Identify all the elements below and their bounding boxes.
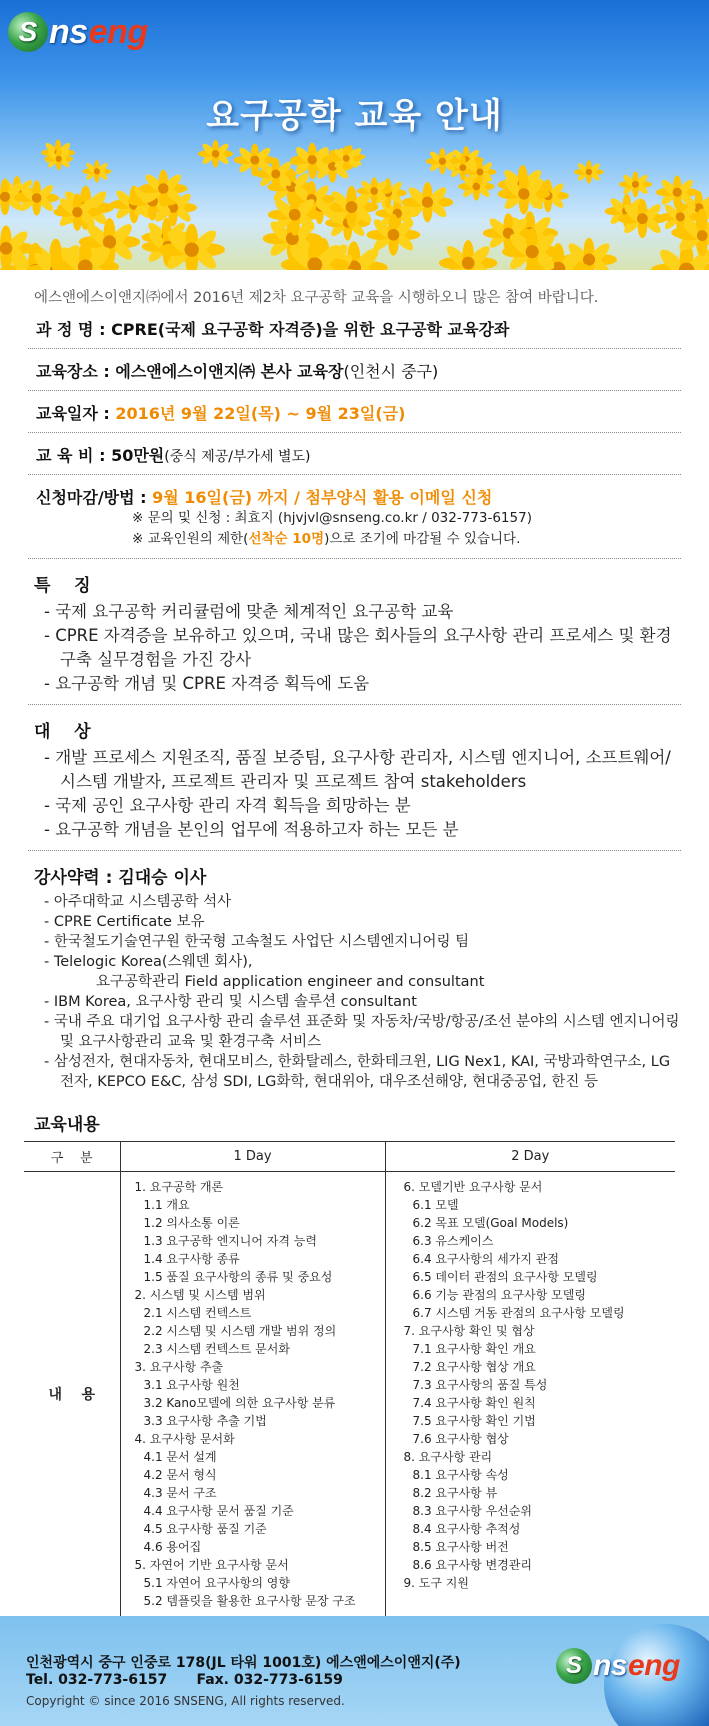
curriculum-subtopic: 6.7 시스템 거동 관점의 요구사항 모델링 [412, 1306, 625, 1320]
curriculum-subtopic: 1.5 품질 요구사항의 종류 및 중요성 [143, 1270, 333, 1284]
instructor-name: 김대승 이사 [118, 868, 207, 888]
curriculum-subtopic: 7.5 요구사항 확인 기법 [412, 1414, 536, 1428]
audience-title: 대 상 [34, 722, 91, 742]
day2-content [385, 1172, 675, 1617]
place-label: 교육장소 : [36, 362, 116, 381]
flower-shape [574, 160, 604, 183]
curriculum-subtopic: 7.4 요구사항 확인 원칙 [412, 1396, 536, 1410]
audience-item: - 개발 프로세스 지원조직, 품질 보증팀, 요구사항 관리자, 시스템 엔지니어, 소프트웨어/시스템 개발자, 프로젝트 관리자 및 프로젝트 참여 stakeholders [44, 748, 671, 791]
instructor-title: 강사약력 : [34, 868, 119, 888]
capacity-note-post: )으로 조기에 마감될 수 있습니다. [324, 531, 521, 547]
place-row [28, 349, 681, 391]
content-row-label: 내 용 [24, 1172, 120, 1617]
footer-copyright: Copyright © since 2016 SNSENG, All rights reserved. [26, 1694, 345, 1708]
features-item: - 국제 요구공학 커리큘럼에 맞춘 체계적인 요구공학 교육 [44, 602, 454, 621]
day2-header: 2 Day [385, 1142, 675, 1172]
curriculum-table [24, 1141, 675, 1617]
footer-logo [556, 1648, 680, 1684]
curriculum-subtopic: 1.2 의사소통 이론 [143, 1216, 240, 1230]
flower-shape [44, 148, 73, 171]
curriculum-subtopic: 4.1 문서 설계 [143, 1450, 217, 1464]
contact-note: ※ 문의 및 신청 : 최효지 (hjvjvl@snseng.co.kr / 032-773-6157) [132, 510, 532, 526]
flower-shape [426, 148, 460, 174]
hero-banner [0, 0, 709, 270]
curriculum-topic: 3. 요구사항 추출 [134, 1360, 224, 1374]
place-sub: (인천시 중구) [343, 362, 439, 381]
place-value: 에스앤에스이앤지㈜ 본사 교육장 [115, 362, 344, 381]
curriculum-subtopic: 5.2 템플릿을 활용한 요구사항 문장 구조 [143, 1594, 356, 1608]
instructor-career-item: - 삼성전자, 현대자동차, 현대모비스, 한화탈레스, 한화테크윈, LIG Nex1, KAI, 국방과학연구소, LG전자, KEPCO E&C, 삼성 SDI, LG화학, 현대위아, 대우조선해양, 현대중공업, 한진 등 [44, 1054, 671, 1090]
curriculum-subtopic: 7.3 요구사항의 품질 특성 [412, 1378, 548, 1392]
flower-shape [439, 240, 497, 270]
intro-text: 에스앤에스이앤지㈜에서 2016년 제2차 요구공학 교육을 시행하오니 많은 참여 바랍니다. [34, 290, 599, 306]
features-item: - 요구공학 개념 및 CPRE 자격증 획득에 도움 [44, 674, 370, 693]
course-name-label: 과 정 명 : [36, 320, 112, 339]
curriculum-subtopic: 4.5 요구사항 품질 기준 [143, 1522, 267, 1536]
curriculum-topic: 9. 도구 지원 [403, 1576, 469, 1590]
curriculum-subtopic: 8.2 요구사항 뷰 [412, 1486, 498, 1500]
footer [0, 1616, 709, 1726]
apply-row [28, 475, 681, 559]
brand-logo [8, 12, 148, 52]
flower-shape [139, 170, 187, 208]
logo-text-ns: ns [49, 12, 88, 51]
curriculum-subtopic: 6.5 데이터 관점의 요구사항 모델링 [412, 1270, 598, 1284]
flower-shape [53, 193, 101, 230]
curriculum-topic: 2. 시스템 및 시스템 범위 [134, 1288, 266, 1302]
footer-phone: Tel. 032-773-6157 Fax. 032-773-6159 [26, 1672, 343, 1688]
flower-shape [659, 200, 701, 233]
fee-row [28, 433, 681, 475]
flower-shape [330, 146, 362, 171]
instructor-section [28, 851, 681, 1100]
flower-shape [619, 171, 652, 197]
curriculum-topic: 1. 요구공학 개론 [134, 1180, 224, 1194]
capacity-note-pre: ※ 교육인원의 제한( [132, 531, 249, 547]
instructor-career-item: - 한국철도기술연구원 한국형 고속철도 사업단 시스템엔지니어링 팀 [44, 934, 470, 950]
curriculum-subtopic: 6.1 모델 [412, 1198, 459, 1212]
curriculum-subtopic: 5.1 자연어 요구사항의 영향 [143, 1576, 290, 1590]
date-value: 2016년 9월 22일(목) ~ 9월 23일(금) [115, 404, 406, 423]
curriculum-subtopic: 8.1 요구사항 속성 [412, 1468, 509, 1482]
flower-shape [367, 214, 421, 256]
curriculum-subtopic: 2.1 시스템 컨텍스트 [143, 1306, 252, 1320]
flower-shape [268, 194, 322, 236]
course-name-value: CPRE(국제 요구공학 자격증)을 위한 요구공학 교육강좌 [111, 320, 510, 339]
logo-text-eng: eng [628, 1649, 680, 1682]
curriculum-topic: 4. 요구사항 문서화 [134, 1432, 235, 1446]
flower-shape [290, 143, 334, 177]
curriculum-subtopic: 1.4 요구사항 종류 [143, 1252, 240, 1266]
instructor-career-subitem: 요구공학관리 Field application engineer and consultant [96, 974, 485, 990]
curriculum-subtopic: 8.5 요구사항 버전 [412, 1540, 509, 1554]
page-title: 요구공학 교육 안내 [206, 96, 503, 136]
curriculum-subtopic: 2.2 시스템 및 시스템 개발 범위 정의 [143, 1324, 337, 1338]
flower-shape [498, 173, 550, 214]
curriculum-subtopic: 4.6 용어집 [143, 1540, 202, 1554]
flower-shape [618, 199, 668, 238]
fee-label: 교 육 비 : [36, 446, 112, 465]
apply-label: 신청마감/방법 : [36, 488, 153, 507]
curriculum-subtopic: 6.4 요구사항의 세가지 관점 [412, 1252, 559, 1266]
curriculum-subtopic: 4.3 문서 구조 [143, 1486, 217, 1500]
course-info [28, 307, 681, 559]
curriculum-subtopic: 3.2 Kano모델에 의한 요구사항 분류 [143, 1396, 336, 1410]
date-label: 교육일자 : [36, 404, 116, 423]
curriculum-subtopic: 3.1 요구사항 원천 [143, 1378, 240, 1392]
curriculum-subtopic: 4.4 요구사항 문서 품질 기준 [143, 1504, 294, 1518]
instructor-career-item: - CPRE Certificate 보유 [44, 914, 205, 930]
logo-text-eng: eng [88, 12, 148, 51]
curriculum-subtopic: 8.6 요구사항 변경관리 [412, 1558, 532, 1572]
curriculum-topic: 7. 요구사항 확인 및 협상 [403, 1324, 535, 1338]
curriculum-topic: 8. 요구사항 관리 [403, 1450, 493, 1464]
audience-item: - 국제 공인 요구사항 관리 자격 획득을 희망하는 분 [44, 796, 411, 815]
features-title: 특 징 [34, 576, 91, 596]
curriculum-content-row [24, 1172, 675, 1617]
curriculum-subtopic: 3.3 요구사항 추출 기법 [143, 1414, 267, 1428]
curriculum-subtopic: 4.2 문서 형식 [143, 1468, 217, 1482]
capacity-highlight: 선착순 10명 [248, 531, 325, 547]
instructor-career-item: - 아주대학교 시스템공학 석사 [44, 894, 232, 910]
curriculum-subtopic: 7.1 요구사항 확인 개요 [412, 1342, 536, 1356]
curriculum-subtopic: 8.4 요구사항 추적성 [412, 1522, 521, 1536]
flower-shape [464, 159, 497, 185]
curriculum-subtopic: 6.3 유스케이스 [412, 1234, 494, 1248]
fee-sub: (중식 제공/부가세 별도) [164, 449, 311, 465]
day1-content [120, 1172, 385, 1617]
instructor-career-item: - 국내 주요 대기업 요구사항 관리 솔루션 표준화 및 자동차/국방/항공/조선 분야의 시스템 엔지니어링 및 요구사항관리 교육 및 환경구축 서비스 [44, 1014, 680, 1050]
audience-item: - 요구공학 개념을 본인의 업무에 적용하고자 하는 모든 분 [44, 820, 459, 839]
curriculum-topic: 6. 모델기반 요구사항 문서 [403, 1180, 543, 1194]
curriculum-subtopic: 6.2 목표 모델(Goal Models) [412, 1216, 569, 1230]
flower-shape [82, 160, 111, 183]
logo-globe-icon: S [556, 1648, 592, 1684]
curriculum-subtopic: 1.1 개요 [143, 1198, 190, 1212]
instructor-career-item: - IBM Korea, 요구사항 관리 및 시스템 솔루션 consultant [44, 994, 417, 1010]
instructor-heading [34, 863, 681, 888]
footer-address: 인천광역시 중구 인중로 178(JL 타워 1001호) 에스앤에스이앤지(주) [26, 1655, 461, 1671]
flower-shape [14, 180, 59, 215]
curriculum-topic: 5. 자연어 기반 요구사항 문서 [134, 1558, 289, 1572]
flower-shape [357, 177, 392, 204]
flower-shape [402, 182, 453, 222]
date-row [28, 391, 681, 433]
curriculum-subtopic: 1.3 요구공학 엔지니어 자격 능력 [143, 1234, 317, 1248]
curriculum-subtopic: 2.3 시스템 컨텍스트 문서화 [143, 1342, 290, 1356]
apply-value: 9월 16일(금) 까지 / 첨부양식 활용 이메일 신청 [152, 488, 493, 507]
curriculum-header-row [24, 1142, 675, 1172]
capacity-note [132, 529, 681, 550]
audience-section [28, 705, 681, 851]
instructor-career-item: - Telelogic Korea(스웨덴 회사), [44, 954, 253, 970]
logo-text-ns: ns [593, 1649, 628, 1682]
curriculum-title: 교육내용 [34, 1115, 100, 1135]
features-section [28, 559, 681, 705]
curriculum-subtopic: 6.6 기능 관점의 요구사항 모델링 [412, 1288, 586, 1302]
curriculum-subtopic: 7.2 요구사항 협상 개요 [412, 1360, 536, 1374]
course-name-row [28, 307, 681, 349]
fee-value: 50만원 [111, 446, 165, 465]
curriculum-subtopic: 7.6 요구사항 협상 [412, 1432, 509, 1446]
features-item: - CPRE 자격증을 보유하고 있으며, 국내 많은 회사들의 요구사항 관리 프로세스 및 환경 구축 실무경험을 가진 강사 [44, 626, 672, 669]
day1-header: 1 Day [120, 1142, 385, 1172]
flower-shape [198, 140, 233, 167]
logo-globe-icon: S [8, 12, 48, 52]
curriculum-col-header: 구 분 [24, 1142, 120, 1172]
curriculum-subtopic: 8.3 요구사항 우선순위 [412, 1504, 532, 1518]
flower-shape [255, 158, 297, 191]
